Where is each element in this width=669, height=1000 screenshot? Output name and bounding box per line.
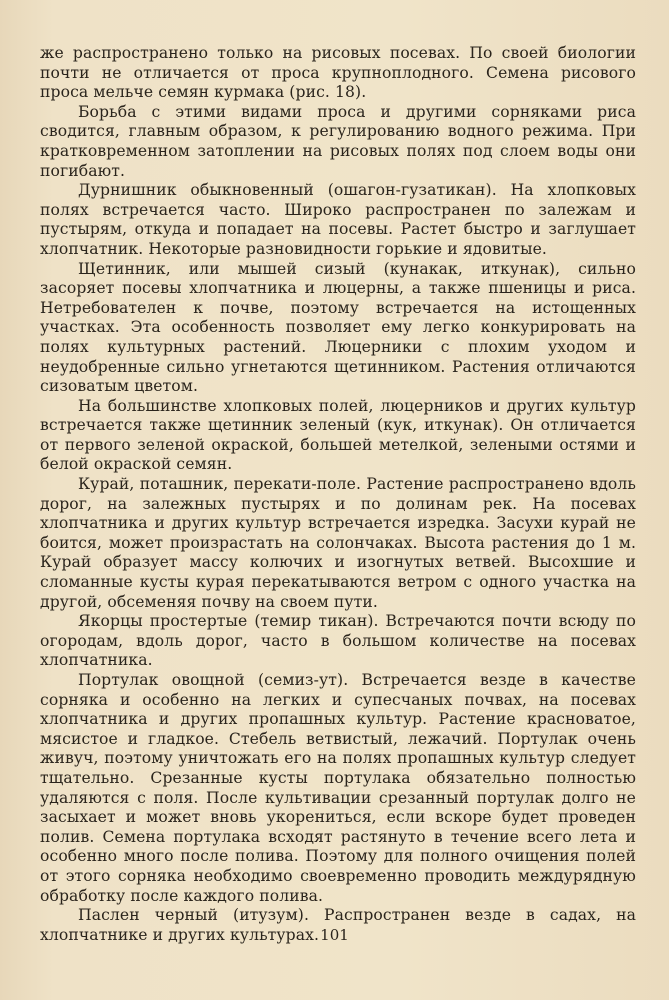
paragraph-puncturevine: Якорцы простертые (темир тикан). Встречаются почти всюду по огородам, вдоль дорог, часто в большом количестве на посевах хлопчатника.: [40, 612, 636, 670]
page-number: 101: [320, 926, 349, 944]
paragraph-cocklebur: Дурнишник обыкновенный (ошагон-гузатикан). На хлопковых полях встречается часто. Широко распространен по залежам и пустырям, откуда и попадает на посевы. Растет быстро и заглушает хлопчатник. Некоторые разновидности горькие и ядовитые.: [40, 181, 636, 258]
paragraph-purslane: Портулак овощной (семиз-ут). Встречается везде в качестве сорняка и особенно на легких и супесчаных почвах, на посевах хлопчатника и других пропашных культур. Растение красноватое, мясистое и гладкое. Стебель ветвистый, лежачий. Портулак очень живуч, поэтому уничтожать его на полях пропашных культур следует тщательно. Срезанные кусты портулака обязательно полностью удаляются с поля. После культивации срезанный портулак долго не засыхает и может вновь укорениться, если вскоре будет проведен полив. Семена портулака всходят растянуто в течение всего лета и особенно много после полива. Поэтому для полного очищения полей от этого сорняка необходимо своевременно проводить междурядную обработку после каждого полива.: [40, 671, 636, 905]
paragraph-continuation: же распространено только на рисовых посевах. По своей биологии почти не отличается от проса крупноплодного. Семена рисового проса мельче семян курмака (рис. 18).: [40, 44, 636, 102]
paragraph-nightshade: Паслен черный (итузум). Распространен везде в садах, на хлопчатнике и других культурах.: [40, 906, 636, 944]
paragraph-bristlegrass-green: На большинстве хлопковых полей, люцерников и других культур встречается также щетинник зеленый (кук, иткунак). Он отличается от первого зеленой окраской, большей метелкой, зелеными остями и белой окраской семян.: [40, 396, 636, 474]
paragraph-bristlegrass-glaucous: Щетинник, или мышей сизый (кунакак, иткунак), сильно засоряет посевы хлопчатника и люцерны, а также пшеницы и риса. Нетребователен к почве, поэтому встречается на истощенных участках. Эта особенность позволяет ему легко конкурировать на полях культурных растений. Люцерники с плохим уходом и неудобренные сильно угнетаются щетинником. Растения отличаются сизоватым цветом.: [40, 259, 636, 396]
paragraph-kochia: Курай, поташник, перекати-поле. Растение распространено вдоль дорог, на залежных пустырях и по долинам рек. На посевах хлопчатника и других культур встречается изредка. Засухи курай не боится, может произрастать на солончаках. Высота растения до 1 м. Курай образует массу колючих и изогнутых ветвей. Высохшие и сломанные кусты курая перекатываются ветром с одного участка на другой, обсеменяя почву на своем пути.: [40, 475, 636, 611]
paragraph-rice-weed-control: Борьба с этими видами проса и другими сорняками риса сводится, главным образом, к регулированию водного режима. При кратковременном затоплении на рисовых полях под слоем воды они погибают.: [40, 102, 636, 180]
body-text: [40, 44, 636, 945]
